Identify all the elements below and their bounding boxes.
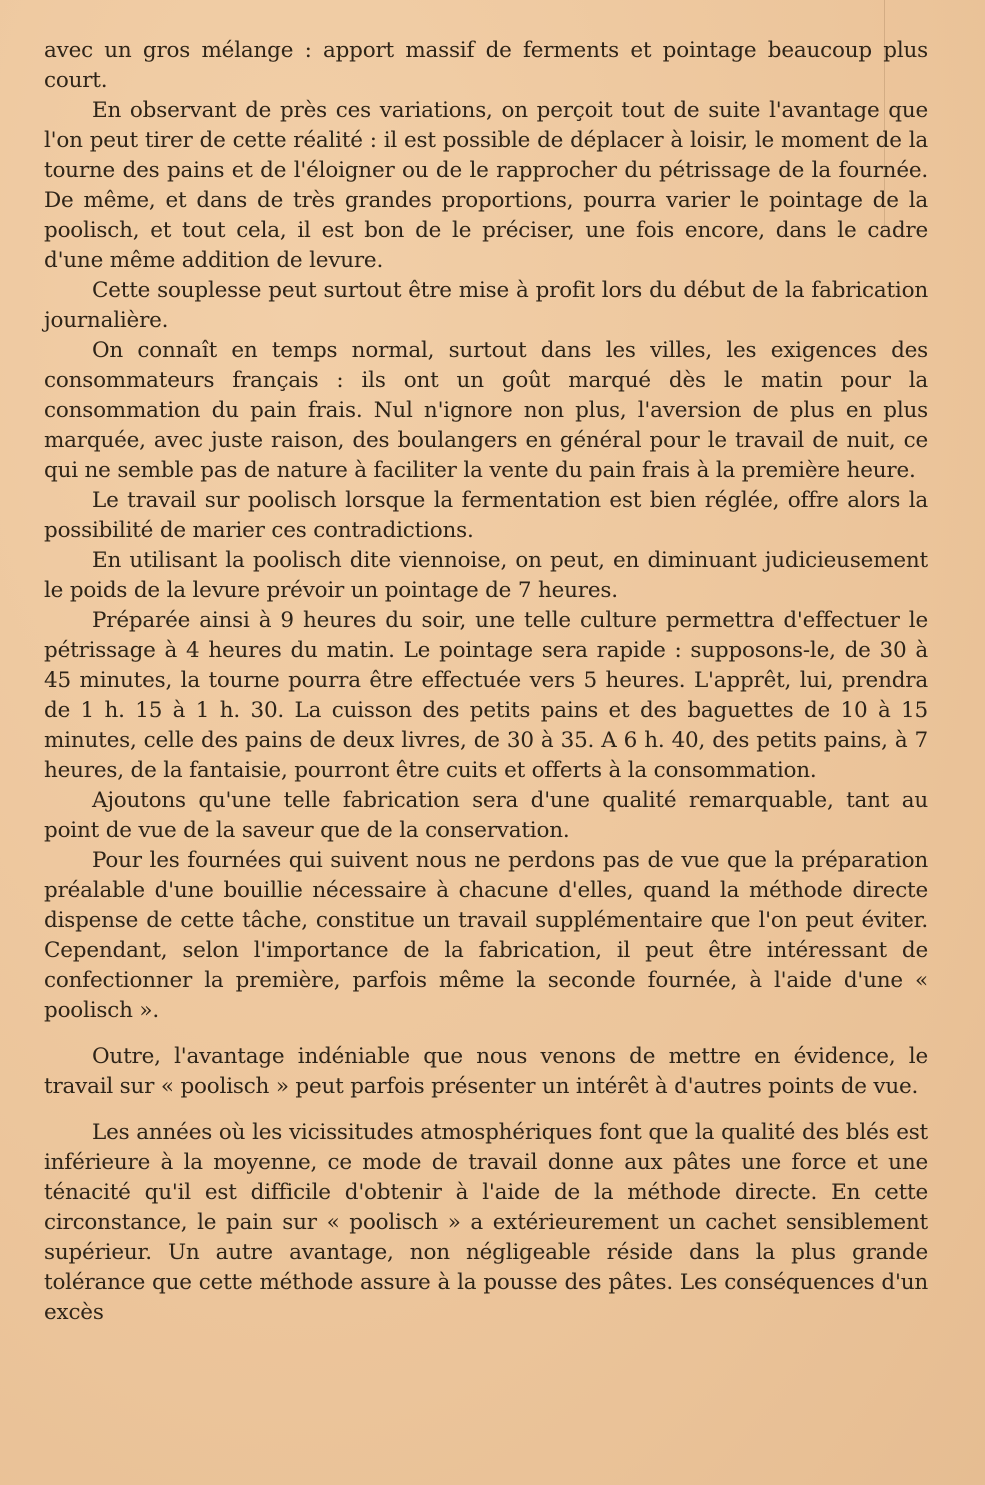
paragraph-horaires: Préparée ainsi à 9 heures du soir, une telle culture permettra d'effectuer le pétrissage à 4 heures du matin. Le pointage sera rapide : supposons-le, de 30 à 45 minutes, la tourne pourra être effectuée vers 5 heures. L'apprêt, lui, prendra de 1 h. 15 à 1 h. 30. La cuisson des petits pains et des baguettes de 10 à 15 minutes, celle des pains de deux livres, de 30 à 35. A 6 h. 40, des petits pains, à 7 heures, de la fantaisie, pourront être cuits et offerts à la consommation. xyxy=(44,608,928,783)
paragraph-travail-poolisch: Le travail sur poolisch lorsque la fermentation est bien réglée, offre alors la possibilité de marier ces contradictions. xyxy=(44,488,928,543)
paragraph-continuation: avec un gros mélange : apport massif de ferments et pointage beaucoup plus court. xyxy=(44,38,928,93)
paragraph-variations: En observant de près ces variations, on perçoit tout de suite l'avantage que l'on peut tirer de cette réalité : il est possible de déplacer à loisir, le moment de la tourne des pains et de l'éloigner ou de le rapprocher du pétrissage de la fournée. De même, et dans de très grandes proportions, pourra varier le pointage de la poolisch, et tout cela, il est bon de le préciser, une fois encore, dans le cadre d'une même addition de levure. xyxy=(44,98,928,273)
paragraph-annees: Les années où les vicissitudes atmosphériques font que la qualité des blés est inférieure à la moyenne, ce mode de travail donne aux pâtes une force et une ténacité qu'il est difficile d'obtenir à l'aide de la méthode directe. En cette circonstance, le pain sur « poolisch » a extérieurement un cachet sensiblement supérieur. Un autre avantage, non négligeable réside dans la plus grande tolérance que cette méthode assure à la pousse des pâtes. Les conséquences d'un excès xyxy=(44,1120,928,1325)
paragraph-qualite: Ajoutons qu'une telle fabrication sera d'une qualité remarquable, tant au point de vue de la saveur que de la conservation. xyxy=(44,788,928,843)
paragraph-fournees: Pour les fournées qui suivent nous ne perdons pas de vue que la préparation préalable d'une bouillie nécessaire à chacune d'elles, quand la méthode directe dispense de cette tâche, constitue un travail supplémentaire que l'on peut éviter. Cependant, selon l'importance de la fabrication, il peut être intéressant de confectionner la première, parfois même la seconde fournée, à l'aide d'une « poolisch ». xyxy=(44,848,928,1023)
paragraph-avantage: Outre, l'avantage indéniable que nous venons de mettre en évidence, le travail sur « poolisch » peut parfois présenter un intérêt à d'autres points de vue. xyxy=(44,1044,928,1099)
body-text xyxy=(44,36,928,1328)
paragraph-exigences: On connaît en temps normal, surtout dans les villes, les exigences des consommateurs français : ils ont un goût marqué dès le matin pour la consommation du pain frais. Nul n'ignore non plus, l'aversion de plus en plus marquée, avec juste raison, des boulangers en général pour le travail de nuit, ce qui ne semble pas de nature à faciliter la vente du pain frais à la première heure. xyxy=(44,338,928,483)
paragraph-souplesse: Cette souplesse peut surtout être mise à profit lors du début de la fabrication journalière. xyxy=(44,278,928,333)
paragraph-poolisch-viennoise: En utilisant la poolisch dite viennoise, on peut, en diminuant judicieusement le poids de la levure prévoir un pointage de 7 heures. xyxy=(44,548,928,603)
